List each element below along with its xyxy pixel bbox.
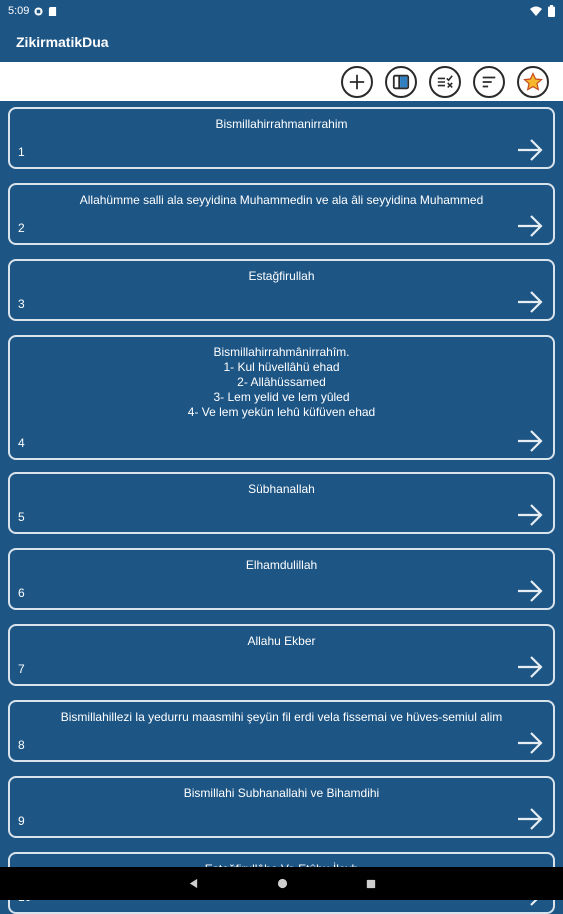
status-left [8, 5, 57, 17]
sd-card-icon [48, 7, 57, 16]
list-item[interactable] [8, 183, 555, 245]
list-item-number: 7 [18, 662, 25, 676]
arrow-right-icon[interactable] [517, 139, 543, 161]
star-icon [523, 72, 543, 92]
arrow-right-icon[interactable] [517, 215, 543, 237]
list-item-number: 4 [18, 436, 25, 450]
list-item-number: 6 [18, 586, 25, 600]
status-time: 5:09 [8, 5, 30, 17]
list-item-text: Allahümme salli ala seyyidina Muhammedin ve ala âli seyyidina Muhammed [79, 193, 484, 207]
list-item-number: 8 [18, 738, 25, 752]
notification-icon [34, 7, 43, 16]
arrow-right-icon[interactable] [517, 656, 543, 678]
arrow-right-icon[interactable] [517, 732, 543, 754]
list-item-number: 9 [18, 814, 25, 828]
list-item[interactable] [8, 335, 555, 460]
navigation-bar [0, 867, 563, 900]
favorites-button[interactable] [517, 66, 549, 98]
arrow-right-icon[interactable] [517, 808, 543, 830]
list-item[interactable] [8, 259, 555, 321]
list-item[interactable] [8, 548, 555, 610]
list-item-text: Bismillahirrahmanirrahim [215, 117, 348, 131]
list-item[interactable] [8, 624, 555, 686]
status-right [530, 5, 555, 17]
sort-icon [480, 73, 498, 91]
back-icon[interactable] [188, 878, 199, 889]
list-item-number: 2 [18, 221, 25, 235]
list-item-number: 5 [18, 510, 25, 524]
book-button[interactable] [385, 66, 417, 98]
checklist-button[interactable] [429, 66, 461, 98]
list-item-text: Allahu Ekber [247, 634, 316, 648]
arrow-right-icon[interactable] [517, 291, 543, 313]
sort-button[interactable] [473, 66, 505, 98]
battery-icon [548, 5, 555, 17]
add-button[interactable] [341, 66, 373, 98]
dua-list [0, 101, 563, 867]
list-item-text: Estağfirullah [248, 269, 315, 283]
home-icon[interactable] [277, 878, 288, 889]
status-bar [0, 0, 563, 22]
wifi-icon [530, 6, 542, 16]
recents-icon[interactable] [366, 879, 376, 889]
list-item-text: Bismillahi Subhanallahi ve Bihamdihi [183, 786, 380, 800]
list-item[interactable] [8, 472, 555, 534]
list-item-number: 3 [18, 297, 25, 311]
app-bar [0, 22, 563, 62]
list-item[interactable] [8, 776, 555, 838]
arrow-right-icon[interactable] [517, 504, 543, 526]
checklist-icon [436, 73, 454, 91]
arrow-right-icon[interactable] [517, 580, 543, 602]
list-item-text: Bismillahirrahmânirrahîm. 1- Kul hüvellâhü ehad 2- Allâhüssamed 3- Lem yelid ve lem yûled 4- Ve lem yekün lehû küfüven ehad [187, 345, 376, 419]
toolbar [0, 62, 563, 101]
arrow-right-icon[interactable] [517, 430, 543, 452]
list-item[interactable] [8, 107, 555, 169]
app-title: ZikirmatikDua [16, 34, 109, 50]
list-item-text: Bismillahillezi la yedurru maasmihi şeyün fil erdi vela fissemai ve hüves-semiul alim [60, 710, 503, 724]
list-item-text: Elhamdulillah [245, 558, 318, 572]
list-item-number: 1 [18, 145, 25, 159]
book-icon [392, 73, 410, 91]
list-item-text: Sübhanallah [248, 482, 315, 496]
add-icon [348, 73, 366, 91]
list-item[interactable] [8, 700, 555, 762]
